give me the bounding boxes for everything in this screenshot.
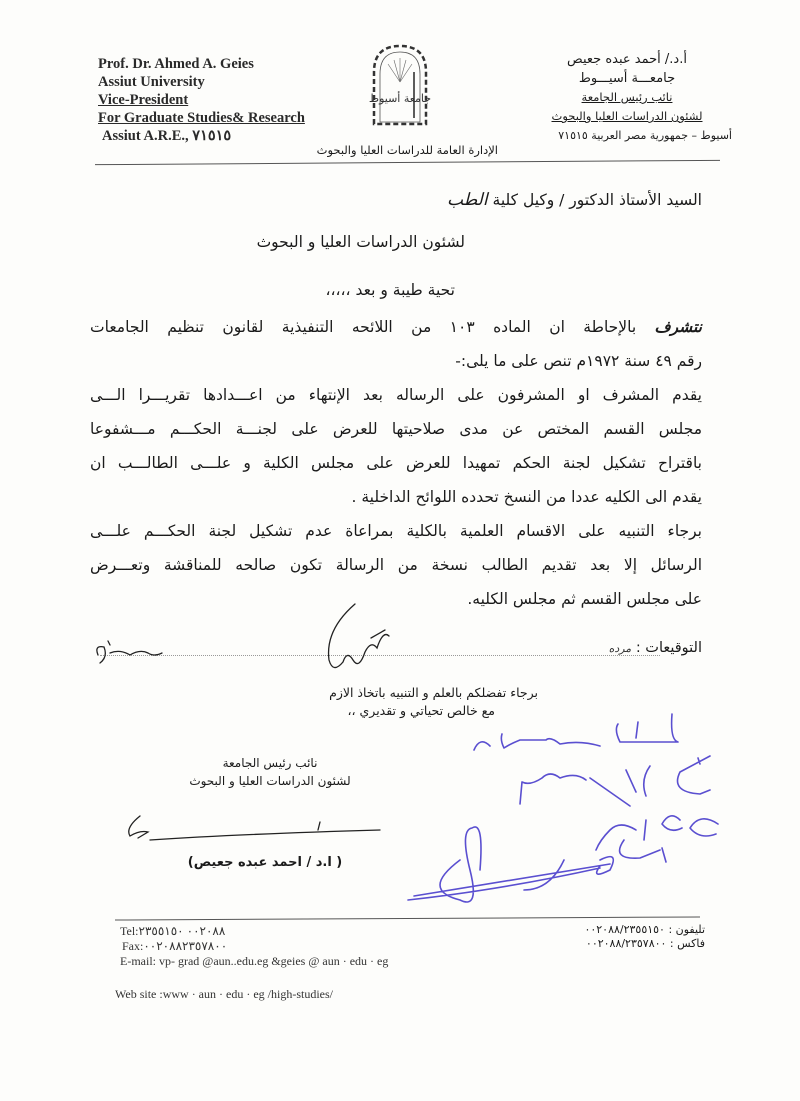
addressee-line-2: لشئون الدراسات العليا و البحوث <box>256 233 465 251</box>
paragraph-3-line: الرسائل إلا بعد تقديم الطالب نسخة من الرسالة تكون صالحه للمناقشة وتعـــرض <box>90 556 702 574</box>
sender-department-ar: لشئون الدراسات العليا والبحوث <box>551 109 703 123</box>
university-name: Assiut University <box>98 74 205 90</box>
addressee-line-1 <box>447 190 702 210</box>
sender-position-ar: نائب رئيس الجامعة <box>581 90 673 104</box>
handwritten-note-icon <box>400 700 730 920</box>
addressee-title: السيد الأستاذ الدكتور / وكيل كلية <box>492 191 702 209</box>
paragraph-3-line: برجاء التنبيه على الاقسام العلمية بالكلية بمراعاة عدم تشكيل لجنة الحكـــم علـــى <box>90 522 702 540</box>
footer-tel-ar: تليفون : ٠٠٢٠٨٨/٢٣٥٥١٥٠ <box>584 923 705 936</box>
closing-line-1: برجاء تفضلكم بالعلم و التنبيه باتخاذ الازم <box>329 685 538 700</box>
signatory-title-line-1: نائب رئيس الجامعة <box>222 756 318 770</box>
arabic-footer <box>584 923 705 951</box>
logo-text: جامعة أسيوط <box>368 92 432 105</box>
sender-department: For Graduate Studies& Research <box>98 110 305 126</box>
paragraph-1-line-1: نتشرف بالإحاطة ان الماده ١٠٣ من اللائحه التنفيذية لقانون تنظيم الجامعات <box>90 318 702 336</box>
paragraph-2-line: مجلس القسم المختص عن مدى صلاحيتها للعرض على لجنـــة الحكـــم مـــشفوعا <box>90 420 702 438</box>
signatory-title-line-2: لشئون الدراسات العليا و البحوث <box>189 774 351 788</box>
university-name-ar: جامعـــة أسيـــوط <box>578 71 676 86</box>
arabic-letterhead <box>532 50 732 145</box>
sender-position: Vice-President <box>98 92 189 108</box>
sender-address-ar: أسيوط – جمهورية مصر العربية ٧١٥١٥ <box>558 129 732 142</box>
signatures-handwritten: مرده <box>608 642 632 655</box>
university-logo-icon <box>368 42 432 127</box>
paragraph-2-line: يقدم الى الكليه عددا من النسخ تحدده اللوائح الداخلية . <box>351 488 702 506</box>
handwritten-signature-center-icon <box>315 600 405 680</box>
signatures-label: التوقيعات : مرده <box>608 640 702 656</box>
sender-address: Assiut A.R.E., ٧١٥١٥ <box>102 128 232 144</box>
sender-name-ar: أ.د./ أحمد عبده جعيص <box>567 52 687 67</box>
sender-name: Prof. Dr. Ahmed A. Geies <box>98 56 254 72</box>
footer-fax: Fax:٠٠٢٠٨٨٢٣٥٧٨٠٠ <box>122 939 228 953</box>
footer-website[interactable]: Web site :www · aun · edu · eg /high-studies/ <box>115 987 333 1001</box>
signatory-name: ( ا.د / احمد عبده جعيص) <box>187 855 343 870</box>
paragraph-2-line: يقدم المشرف او المشرفون على الرساله بعد الإنتهاء من اعـــدادها تقريـــرا الـــى <box>90 386 702 404</box>
footer-tel: Tel:٠٠٢٠٨٨ ٢٣٥٥١٥٠ <box>120 924 226 938</box>
footer-email[interactable]: E-mail: vp- grad @aun..edu.eg &geies @ aun · edu · eg <box>120 954 389 968</box>
english-footer <box>115 924 389 1002</box>
english-letterhead <box>98 55 305 145</box>
addressee-faculty-handwritten: الطب <box>447 190 488 210</box>
signatory-signature-icon <box>120 808 390 848</box>
administration-name: الإدارة العامة للدراسات العليا والبحوث <box>316 143 498 157</box>
letter-body <box>90 310 702 616</box>
paragraph-2-line: باقتراح تشكيل لجنة الحكم تمهيدا للعرض على مجلس الكلية و علـــى الطالـــب ان <box>90 454 702 472</box>
paragraph-3-line: على مجلس القسم ثم مجلس الكليه. <box>467 590 702 608</box>
handwritten-signature-left-icon <box>90 635 170 675</box>
signatory-title <box>185 754 355 790</box>
paragraph-lead-word: نتشرف <box>654 318 702 336</box>
paragraph-1-line-2: رقم ٤٩ سنة ١٩٧٢م تنص على ما يلى:- <box>455 352 702 370</box>
header-divider <box>95 160 720 165</box>
footer-fax-ar: فاكس : ٠٠٢٠٨٨/٢٣٥٧٨٠٠ <box>585 937 705 950</box>
greeting: تحية طيبة و بعد ،،،،، <box>325 281 455 299</box>
closing-line-2: مع خالص تحياتي و تقديري ،، <box>347 703 495 718</box>
